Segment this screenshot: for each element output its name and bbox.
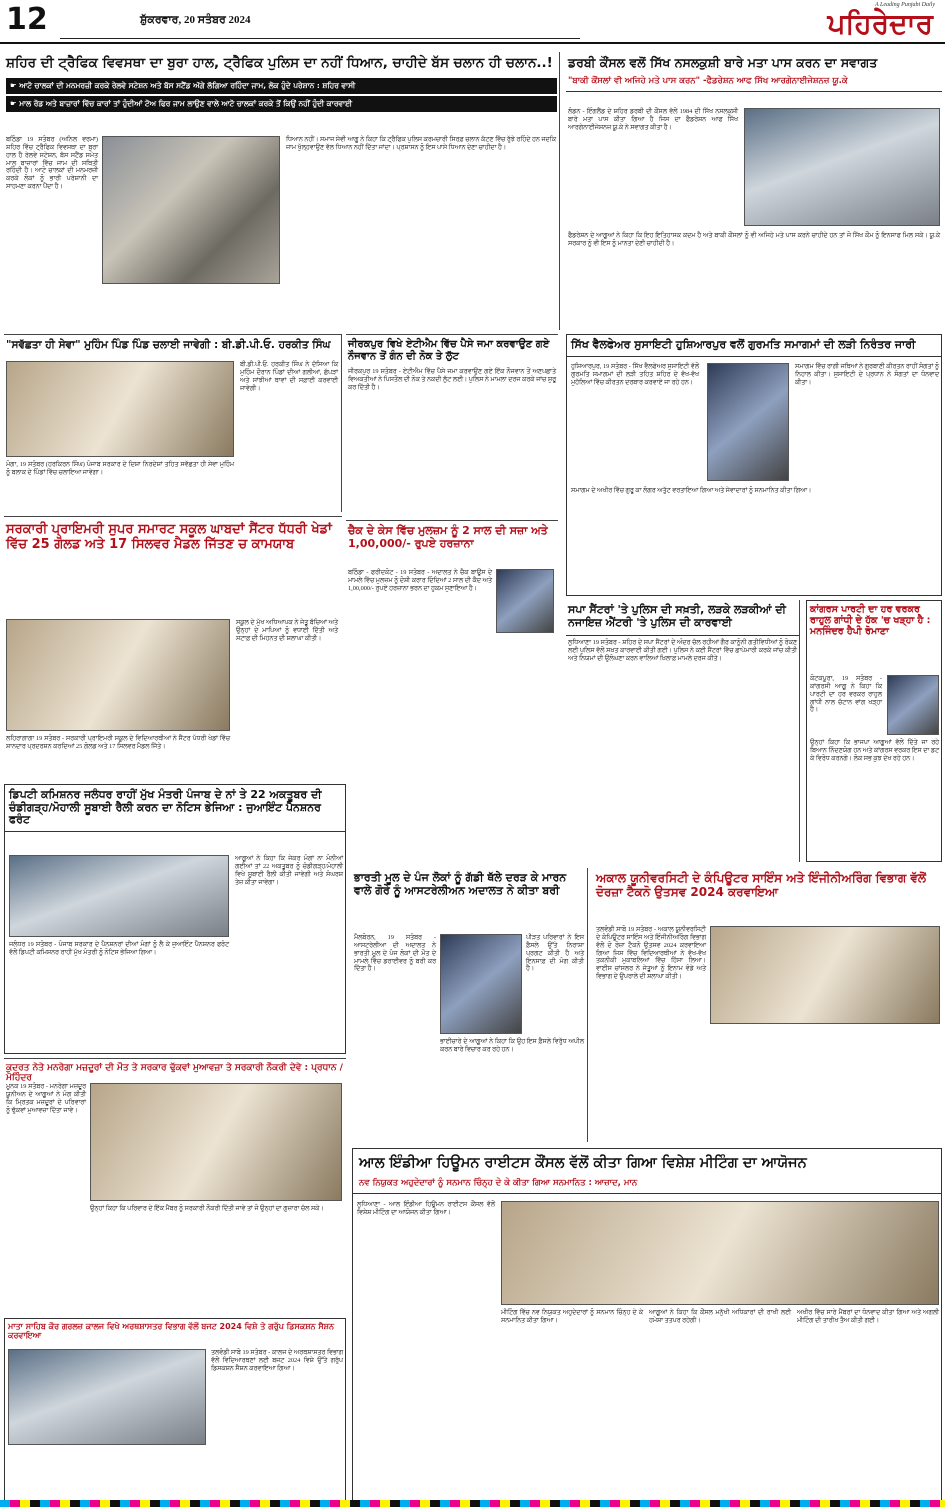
article-human-rights-subhead: ਨਵ ਨਿਯੁਕਤ ਅਹੁਦੇਦਾਰਾਂ ਨੂੰ ਸਨਮਾਨ ਚਿੰਨ੍ਹ ਦੇ ਕੇ ਕੀਤਾ ਗਿਆ ਸਨਮਾਨਿਤ : ਆਜ਼ਾਦ, ਮਾਨ: [353, 1176, 941, 1194]
article-school-body2: ਸਕੂਲ ਦੇ ਮੁੱਖ ਅਧਿਆਪਕ ਨੇ ਜੇਤੂ ਬੱਚਿਆਂ ਅਤੇ ਉਨ੍ਹਾਂ ਦੇ ਮਾਪਿਆਂ ਨੂੰ ਵਧਾਈ ਦਿੱਤੀ ਅਤੇ ਸਟਾਫ਼ ਦੀ ਮਿਹਨਤ ਦੀ ਸ਼ਲਾਘਾ ਕੀਤੀ।: [236, 619, 338, 642]
article-pensioner-body1: ਜਲੰਧਰ 19 ਸਤੰਬਰ - ਪੰਜਾਬ ਸਰਕਾਰ ਦੇ ਪੈਨਸ਼ਨਰਾਂ ਦੀਆਂ ਮੰਗਾਂ ਨੂੰ ਲੈ ਕੇ ਜੁਆਇੰਟ ਪੈਨਸ਼ਨਰ ਫਰੰਟ ਵੱਲੋਂ ਡਿਪਟੀ ਕਮਿਸ਼ਨਰ ਰਾਹੀਂ ਮੁੱਖ ਮੰਤਰੀ ਨੂੰ ਨੋਟਿਸ ਭੇਜਿਆ ਗਿਆ।: [9, 941, 229, 956]
pensioner-photo: [9, 855, 229, 937]
article-pensioner-headline: ਡਿਪਟੀ ਕਮਿਸ਼ਨਰ ਜਲੰਧਰ ਰਾਹੀਂ ਮੁੱਖ ਮੰਤਰੀ ਪੰਜਾਬ ਦੇ ਨਾਂ ਤੇ 22 ਅਕਤੂਬਰ ਦੀ ਚੰਡੀਗੜ੍ਹ/ਮੋਹਾਲੀ ਸੂਬਾਈ ਰੈਲੀ ਕਰਨ ਦਾ ਨੋਟਿਸ ਭੇਜਿਆ : ਜੁਆਇੰਟ ਪੈਨਸ਼ਨਰ ਫਰੰਟ: [5, 785, 345, 832]
article-school-headline: ਸਰਕਾਰੀ ਪ੍ਰਾਇਮਰੀ ਸੁਪਰ ਸਮਾਰਟ ਸਕੂਲ ਘਾਬਦਾਂ ਸੈਂਟਰ ਧੱਧਰੀ ਖੇਡਾਂ ਵਿੱਚ 25 ਗੋਲਡ ਅਤੇ 17 ਸਿਲਵਰ ਮੈਡਲ ਜਿੱਤਣ ਚ ਕਾਮਯਾਬ: [6, 522, 332, 552]
article-sikh-welfare-body1: ਹੁਸ਼ਿਆਰਪੁਰ, 19 ਸਤੰਬਰ - ਸਿੱਖ ਵੈਲਫੇਅਰ ਸੁਸਾਇਟੀ ਵੱਲੋਂ ਗੁਰਮਤਿ ਸਮਾਗਮਾਂ ਦੀ ਲੜੀ ਤਹਿਤ ਸ਼ਹਿਰ ਦੇ ਵੱਖ-ਵੱਖ ਮੁਹੱਲਿਆਂ ਵਿੱਚ ਕੀਰਤਨ ਦਰਬਾਰ ਕਰਵਾਏ ਜਾ ਰਹੇ ਹਨ।: [571, 363, 699, 386]
article-mnrega-body2: ਉਨ੍ਹਾਂ ਕਿਹਾ ਕਿ ਪਰਿਵਾਰ ਦੇ ਇੱਕ ਮੈਂਬਰ ਨੂੰ ਸਰਕਾਰੀ ਨੌਕਰੀ ਦਿੱਤੀ ਜਾਵੇ ਤਾਂ ਜੋ ਉਨ੍ਹਾਂ ਦਾ ਗੁਜ਼ਾਰਾ ਚੱਲ ਸਕੇ।: [90, 1205, 324, 1212]
article-congress: [806, 600, 942, 862]
article-akal-university: [594, 868, 942, 1142]
article-swachhata: [4, 334, 342, 512]
article-derby-body1: ਲੰਡਨ - ਇੰਗਲੈਂਡ ਦੇ ਸ਼ਹਿਰ ਡਰਬੀ ਦੀ ਕੌਂਸਲ ਵੱਲੋਂ 1984 ਦੀ ਸਿੱਖ ਨਸਲਕੁਸ਼ੀ ਬਾਰੇ ਮਤਾ ਪਾਸ ਕੀਤਾ ਗਿਆ ਹੈ ਜਿਸ ਦਾ ਫੈਡਰੇਸ਼ਨ ਆਫ ਸਿੱਖ ਆਰਗੇਨਾਈਜੇਸ਼ਨਜ਼ ਯੂ.ਕੇ ਨੇ ਸਵਾਗਤ ਕੀਤਾ ਹੈ।: [568, 108, 738, 131]
article-school-body1: ਲਹਿਰਾਗਾਗਾ 19 ਸਤੰਬਰ - ਸਰਕਾਰੀ ਪ੍ਰਾਇਮਰੀ ਸਕੂਲ ਦੇ ਵਿਦਿਆਰਥੀਆਂ ਨੇ ਸੈਂਟਰ ਪੱਧਰੀ ਖੇਡਾਂ ਵਿੱਚ ਸ਼ਾਨਦਾਰ ਪ੍ਰਦਰਸ਼ਨ ਕਰਦਿਆਂ 25 ਗੋਲਡ ਅਤੇ 17 ਸਿਲਵਰ ਮੈਡਲ ਜਿੱਤੇ।: [6, 735, 230, 750]
article-traffic-body2: ਧਿਆਨ ਨਹੀਂ। ਸਮਾਜ ਸੇਵੀ ਆਗੂ ਨੇ ਕਿਹਾ ਕਿ ਟ੍ਰੈਫਿਕ ਪੁਲਿਸ ਕਰਮਚਾਰੀ ਸਿਰਫ਼ ਚਲਾਨ ਕੱਟਣ ਵਿੱਚ ਰੁੱਝੇ ਰਹਿੰਦੇ ਹਨ ਜਦਕਿ ਜਾਮ ਖੁੱਲ੍ਹਵਾਉਣ ਵੱਲ ਧਿਆਨ ਨਹੀਂ ਦਿੱਤਾ ਜਾਂਦਾ। ਪ੍ਰਸ਼ਾਸਨ ਨੂੰ ਇਸ ਪਾਸੇ ਧਿਆਨ ਦੇਣਾ ਚਾਹੀਦਾ ਹੈ।: [286, 136, 556, 151]
article-sikh-welfare-headline: ਸਿੱਖ ਵੈਲਫੇਅਰ ਸੁਸਾਇਟੀ ਹੁਸ਼ਿਆਰਪੁਰ ਵਲੋਂ ਗੁਰਮਤਿ ਸਮਾਗਮਾਂ ਦੀ ਲੜੀ ਨਿਰੰਤਰ ਜਾਰੀ: [567, 335, 941, 357]
article-mnrega-headline: ਕੁਦਰਤ ਨੇਤੇ ਮਨਰੇਗਾ ਮਜ਼ਦੂਰਾਂ ਦੀ ਮੌਤ ਤੇ ਸਰਕਾਰ ਢੁੱਕਵਾਂ ਮੁਆਵਜ਼ਾ ਤੇ ਸਰਕਾਰੀ ਨੌਕਰੀ ਦੇਵੇ : ਪ੍ਰਧਾਨ / ਮੋਹਿੰਦਰ: [6, 1063, 343, 1084]
article-human-rights-headline: ਆਲ ਇੰਡੀਆ ਹਿਊਮਨ ਰਾਈਟਸ ਕੌਂਸਲ ਵੱਲੋਂ ਕੀਤਾ ਗਿਆ ਵਿਸ਼ੇਸ਼ ਮੀਟਿੰਗ ਦਾ ਆਯੋਜਨ: [359, 1155, 807, 1171]
article-derby-headline: ਡਰਬੀ ਕੌਂਸਲ ਵਲੋਂ ਸਿੱਖ ਨਸਲਕੁਸ਼ੀ ਬਾਰੇ ਮਤਾ ਪਾਸ ਕਰਨ ਦਾ ਸਵਾਗਤ: [568, 55, 878, 70]
article-mnrega-body1: ਮੂਨਕ 19 ਸਤੰਬਰ - ਮਨਰੇਗਾ ਮਜ਼ਦੂਰ ਯੂਨੀਅਨ ਦੇ ਆਗੂਆਂ ਨੇ ਮੰਗ ਕੀਤੀ ਕਿ ਮ੍ਰਿਤਕ ਮਜ਼ਦੂਰਾਂ ਦੇ ਪਰਿਵਾਰਾਂ ਨੂੰ ਢੁੱਕਵਾਂ ਮੁਆਵਜ਼ਾ ਦਿੱਤਾ ਜਾਵੇ।: [6, 1083, 86, 1114]
article-cheque-headline: ਚੈਕ ਦੇ ਕੇਸ ਵਿੱਚ ਮੁਲਜ਼ਮ ਨੂੰ 2 ਸਾਲ ਦੀ ਸਜ਼ਾ ਅਤੇ 1,00,000/- ਰੁਪਏ ਹਰਜ਼ਾਨਾ: [348, 524, 548, 550]
cheque-photo: [496, 569, 554, 633]
article-traffic-body1: ਬਠਿੰਡਾ 19 ਸਤੰਬਰ (ਅਨਿਲ ਵਰਮਾ) ਸ਼ਹਿਰ ਵਿੱਚ ਟ੍ਰੈਫਿਕ ਵਿਵਸਥਾ ਦਾ ਬੁਰਾ ਹਾਲ ਹੈ ਰੇਲਵੇ ਸਟੇਸ਼ਨ, ਬੱਸ ਸਟੈਂਡ ਸਮੇਤ ਮਾਲ ਬਾਜ਼ਾਰਾਂ ਵਿੱਚ ਜਾਮ ਦੀ ਸਥਿਤੀ ਰਹਿੰਦੀ ਹੈ। ਆਟੋ ਚਾਲਕਾਂ ਦੀ ਮਨਮਰਜ਼ੀ ਕਰਕੇ ਲੋਕਾਂ ਨੂੰ ਭਾਰੀ ਪਰੇਸ਼ਾਨੀ ਦਾ ਸਾਹਮਣਾ ਕਰਨਾ ਪੈਂਦਾ ਹੈ।: [6, 136, 98, 191]
akal-photo: [710, 926, 940, 1024]
article-traffic: [4, 52, 560, 330]
australia-photo: [440, 934, 522, 1034]
article-australia: [352, 868, 588, 1142]
derby-photo: [744, 108, 940, 226]
article-australia-body3: ਭਾਈਚਾਰੇ ਦੇ ਆਗੂਆਂ ਨੇ ਕਿਹਾ ਕਿ ਉਹ ਇਸ ਫ਼ੈਸਲੇ ਵਿਰੁੱਧ ਅਪੀਲ ਕਰਨ ਬਾਰੇ ਵਿਚਾਰ ਕਰ ਰਹੇ ਹਨ।: [440, 1038, 584, 1053]
article-congress-body2: ਉਨ੍ਹਾਂ ਕਿਹਾ ਕਿ ਭਾਜਪਾ ਆਗੂਆਂ ਵੱਲੋਂ ਦਿੱਤੇ ਜਾ ਰਹੇ ਬਿਆਨ ਨਿੰਦਣਯੋਗ ਹਨ ਅਤੇ ਕਾਂਗਰਸ ਵਰਕਰ ਇਸ ਦਾ ਡਟ ਕੇ ਵਿਰੋਧ ਕਰਨਗੇ। ਲੋਕ ਸਭ ਕੁਝ ਦੇਖ ਰਹੇ ਹਨ।: [810, 739, 939, 762]
article-sikh-welfare-body2: ਸਮਾਗਮ ਵਿੱਚ ਰਾਗੀ ਜਥਿਆਂ ਨੇ ਗੁਰਬਾਣੀ ਕੀਰਤਨ ਰਾਹੀਂ ਸੰਗਤਾਂ ਨੂੰ ਨਿਹਾਲ ਕੀਤਾ। ਸੁਸਾਇਟੀ ਦੇ ਪ੍ਰਧਾਨ ਨੇ ਸੰਗਤਾਂ ਦਾ ਧੰਨਵਾਦ ਕੀਤਾ।: [795, 363, 939, 386]
college-photo: [8, 1349, 206, 1445]
article-cheque-body: ਬਠਿੰਡਾ - ਫਰੀਦਕੋਟ - 19 ਸਤੰਬਰ - ਅਦਾਲਤ ਨੇ ਚੈਕ ਬਾਊਂਸ ਦੇ ਮਾਮਲੇ ਵਿੱਚ ਮੁਲਜ਼ਮ ਨੂੰ ਦੋਸ਼ੀ ਕਰਾਰ ਦਿੰਦਿਆਂ 2 ਸਾਲ ਦੀ ਕੈਦ ਅਤੇ 1,00,000/- ਰੁਪਏ ਹਰਜ਼ਾਨਾ ਭਰਨ ਦਾ ਹੁਕਮ ਸੁਣਾਇਆ ਹੈ।: [348, 569, 492, 592]
article-traffic-sub2: ☛ ਮਾਲ ਰੋਡ ਅਤੇ ਬਾਜ਼ਾਰਾਂ ਵਿੱਚ ਕਾਰਾਂ ਤਾਂ ਹੁੰਦੀਆਂ ਟੋਅ ਫਿਰ ਜਾਮ ਲਾਉਣ ਵਾਲੇ ਆਟੋ ਚਾਲਕਾਂ ਕਰਕੇ ਤੋਂ ਕਿਉਂ ਨਹੀਂ ਹੁੰਦੀ ਕਾਰਵਾਈ: [6, 96, 557, 112]
article-human-rights-body2: ਮੀਟਿੰਗ ਵਿੱਚ ਨਵ ਨਿਯੁਕਤ ਅਹੁਦੇਦਾਰਾਂ ਨੂੰ ਸਨਮਾਨ ਚਿੰਨ੍ਹ ਦੇ ਕੇ ਸਨਮਾਨਿਤ ਕੀਤਾ ਗਿਆ।: [501, 1309, 643, 1324]
article-pensioner: [4, 784, 346, 1054]
article-sikh-welfare-body3: ਸਮਾਗਮ ਦੇ ਅਖੀਰ ਵਿੱਚ ਗੁਰੂ ਕਾ ਲੰਗਰ ਅਤੁੱਟ ਵਰਤਾਇਆ ਗਿਆ ਅਤੇ ਸੇਵਾਦਾਰਾਂ ਨੂੰ ਸਨਮਾਨਿਤ ਕੀਤਾ ਗਿਆ।: [571, 487, 812, 494]
masthead-rule: [60, 38, 580, 39]
registration-strip: [0, 1500, 945, 1507]
article-human-rights-body4: ਅਖੀਰ ਵਿੱਚ ਸਾਰੇ ਮੈਂਬਰਾਂ ਦਾ ਧੰਨਵਾਦ ਕੀਤਾ ਗਿਆ ਅਤੇ ਅਗਲੀ ਮੀਟਿੰਗ ਦੀ ਤਾਰੀਖ ਤੈਅ ਕੀਤੀ ਗਈ।: [797, 1309, 939, 1324]
article-human-rights: [352, 1148, 942, 1504]
traffic-photo: [102, 136, 280, 284]
article-derby: [566, 52, 942, 328]
article-school: [4, 516, 342, 778]
swachhata-photo: [6, 361, 234, 457]
article-college-headline: ਮਾਤਾ ਸਾਹਿਬ ਕੌਰ ਗਰਲਜ਼ ਕਾਲਜ ਵਿਖੇ ਅਰਥਸ਼ਾਸਤਰ ਵਿਭਾਗ ਵੱਲੋਂ ਬਜਟ 2024 ਵਿਸ਼ੇ ਤੇ ਗਰੁੱਪ ਡਿਸਕਸ਼ਨ ਸੈਸ਼ਨ ਕਰਵਾਇਆ: [8, 1322, 334, 1341]
article-derby-subhead: "ਬਾਕੀ ਕੌਂਸਲਾਂ ਵੀ ਅਜਿਹੇ ਮਤੇ ਪਾਸ ਕਰਨ" -ਫੈਡਰੇਸ਼ਨ ਆਫ ਸਿੱਖ ਆਰਗੇਨਾਈਜੇਸ਼ਨਜ਼ ਯੂ.ਕੇ: [566, 74, 942, 92]
brand-logo: ਪਹਿਰੇਦਾਰ: [827, 7, 933, 40]
article-congress-headline: ਕਾਂਗਰਸ ਪਾਰਟੀ ਦਾ ਹਰ ਵਰਕਰ ਰਾਹੁਲ ਗਾਂਧੀ ਦੇ ਹੱਕ 'ਚ ਖੜ੍ਹਾ ਹੈ : ਮਨਜਿੰਦਰ ਹੈਪੀ ਰੋਮਾਣਾ: [810, 604, 931, 637]
article-swachhata-body2: ਬੀ.ਡੀ.ਪੀ.ਓ. ਹਰਕੀਤ ਸਿੰਘ ਨੇ ਦੱਸਿਆ ਕਿ ਮੁਹਿੰਮ ਦੌਰਾਨ ਪਿੰਡਾਂ ਦੀਆਂ ਗਲੀਆਂ, ਛੱਪੜਾਂ ਅਤੇ ਸਾਂਝੀਆਂ ਥਾਵਾਂ ਦੀ ਸਫ਼ਾਈ ਕਰਵਾਈ ਜਾਵੇਗੀ।: [240, 361, 338, 392]
article-spa-headline: ਸਪਾ ਸੈਂਟਰਾਂ 'ਤੇ ਪੁਲਿਸ ਦੀ ਸਖ਼ਤੀ, ਲੜਕੇ ਲੜਕੀਆਂ ਦੀ ਨਜਾਇਜ਼ ਐਂਟਰੀ 'ਤੇ ਪੁਲਿਸ ਦੀ ਕਾਰਵਾਈ: [566, 600, 799, 636]
article-australia-body2: ਪੀੜਤ ਪਰਿਵਾਰਾਂ ਨੇ ਇਸ ਫ਼ੈਸਲੇ ਉੱਤੇ ਨਿਰਾਸ਼ਾ ਪ੍ਰਗਟ ਕੀਤੀ ਹੈ ਅਤੇ ਇਨਸਾਫ਼ ਦੀ ਮੰਗ ਕੀਤੀ ਹੈ।: [526, 934, 584, 973]
article-spa: [566, 600, 800, 862]
tagline: A Leading Punjabi Daily: [874, 2, 935, 8]
article-derby-body2: ਫੈਡਰੇਸ਼ਨ ਦੇ ਆਗੂਆਂ ਨੇ ਕਿਹਾ ਕਿ ਇਹ ਇਤਿਹਾਸਕ ਕਦਮ ਹੈ ਅਤੇ ਬਾਕੀ ਕੌਂਸਲਾਂ ਨੂੰ ਵੀ ਅਜਿਹੇ ਮਤੇ ਪਾਸ ਕਰਨੇ ਚਾਹੀਦੇ ਹਨ ਤਾਂ ਜੋ ਸਿੱਖ ਕੌਮ ਨੂੰ ਇਨਸਾਫ ਮਿਲ ਸਕੇ। ਯੂ.ਕੇ ਸਰਕਾਰ ਨੂੰ ਵੀ ਇਸ ਨੂੰ ਮਾਨਤਾ ਦੇਣੀ ਚਾਹੀਦੀ ਹੈ।: [568, 232, 940, 247]
article-human-rights-body3: ਆਗੂਆਂ ਨੇ ਕਿਹਾ ਕਿ ਕੌਂਸਲ ਮਨੁੱਖੀ ਅਧਿਕਾਰਾਂ ਦੀ ਰਾਖੀ ਲਈ ਹਮੇਸ਼ਾ ਤਤਪਰ ਰਹੇਗੀ।: [649, 1309, 791, 1324]
article-college-body: ਤਲਵੰਡੀ ਸਾਬੋ 19 ਸਤੰਬਰ - ਕਾਲਜ ਦੇ ਅਰਥਸ਼ਾਸਤਰ ਵਿਭਾਗ ਵੱਲੋਂ ਵਿਦਿਆਰਥਣਾਂ ਲਈ ਬਜਟ 2024 ਵਿਸ਼ੇ ਉੱਤੇ ਗਰੁੱਪ ਡਿਸਕਸ਼ਨ ਸੈਸ਼ਨ ਕਰਵਾਇਆ ਗਿਆ।: [211, 1349, 343, 1372]
issue-date: ਸ਼ੁੱਕਰਵਾਰ, 20 ਸਤੰਬਰ 2024: [140, 14, 251, 26]
article-pensioner-body2: ਆਗੂਆਂ ਨੇ ਕਿਹਾ ਕਿ ਜੇਕਰ ਮੰਗਾਂ ਨਾ ਮੰਨੀਆਂ ਗਈਆਂ ਤਾਂ 22 ਅਕਤੂਬਰ ਨੂੰ ਚੰਡੀਗੜ੍ਹ/ਮੋਹਾਲੀ ਵਿਖੇ ਸੂਬਾਈ ਰੈਲੀ ਕੀਤੀ ਜਾਵੇਗੀ ਅਤੇ ਸੰਘਰਸ਼ ਤੇਜ਼ ਕੀਤਾ ਜਾਵੇਗਾ।: [235, 855, 343, 886]
article-zirakpur-body: ਜੀਰਕਪੁਰ 19 ਸਤੰਬਰ - ਏਟੀਐਮ ਵਿੱਚ ਪੈਸੇ ਜਮਾ ਕਰਵਾਉਣ ਗਏ ਇੱਕ ਨੌਜਵਾਨ ਤੋਂ ਅਣਪਛਾਤੇ ਵਿਅਕਤੀਆਂ ਨੇ ਪਿਸਤੌਲ ਦੀ ਨੋਕ ਤੇ ਨਕਦੀ ਲੁੱਟ ਲਈ। ਪੁਲਿਸ ਨੇ ਮਾਮਲਾ ਦਰਜ ਕਰਕੇ ਜਾਂਚ ਸ਼ੁਰੂ ਕਰ ਦਿੱਤੀ ਹੈ।: [348, 368, 556, 391]
article-akal-body: ਤਲਵੰਡੀ ਸਾਬੋ 19 ਸਤੰਬਰ - ਅਕਾਲ ਯੂਨੀਵਰਸਿਟੀ ਦੇ ਕੰਪਿਊਟਰ ਸਾਇੰਸ ਅਤੇ ਇੰਜੀਨੀਅਰਿੰਗ ਵਿਭਾਗ ਵੱਲੋਂ ਦੋ ਰੋਜ਼ਾ ਟੈਕਨੋ ਉਤਸਵ 2024 ਕਰਵਾਇਆ ਗਿਆ ਜਿਸ ਵਿੱਚ ਵਿਦਿਆਰਥੀਆਂ ਨੇ ਵੱਖ-ਵੱਖ ਤਕਨੀਕੀ ਮੁਕਾਬਲਿਆਂ ਵਿੱਚ ਹਿੱਸਾ ਲਿਆ। ਵਾਈਸ ਚਾਂਸਲਰ ਨੇ ਜੇਤੂਆਂ ਨੂੰ ਇਨਾਮ ਵੰਡੇ ਅਤੇ ਵਿਭਾਗ ਦੇ ਉਪਰਾਲੇ ਦੀ ਸ਼ਲਾਘਾ ਕੀਤੀ।: [596, 926, 706, 981]
congress-photo: [887, 675, 939, 735]
sikh-welfare-photo: [707, 363, 789, 481]
article-zirakpur-headline: ਜੀਰਕਪੁਰ ਵਿਖੇ ਏਟੀਐਮ ਵਿੱਚ ਪੈਸੇ ਜਮਾ ਕਰਵਾਉਣ ਗਏ ਨੌਜਵਾਨ ਤੋਂ ਗੰਨ ਦੀ ਨੋਕ ਤੇ ਲੁੱਟ: [348, 339, 550, 362]
page-number: 12: [6, 2, 48, 37]
school-photo: [6, 619, 230, 731]
article-australia-body1: ਮੈਲਬੋਰਨ, 19 ਸਤੰਬਰ - ਆਸਟਰੇਲੀਆ ਦੀ ਅਦਾਲਤ ਨੇ ਭਾਰਤੀ ਮੂਲ ਦੇ ਪੰਜ ਲੋਕਾਂ ਦੀ ਮੌਤ ਦੇ ਮਾਮਲੇ ਵਿੱਚ ਡਰਾਈਵਰ ਨੂੰ ਬਰੀ ਕਰ ਦਿੱਤਾ ਹੈ।: [354, 934, 436, 973]
article-swachhata-headline: "ਸਵੱਛਤਾ ਹੀ ਸੇਵਾ" ਮੁਹਿੰਮ ਪਿੰਡ ਪਿੰਡ ਚਲਾਈ ਜਾਵੇਗੀ : ਬੀ.ਡੀ.ਪੀ.ਓ. ਹਰਕੀਤ ਸਿੰਘ: [6, 339, 331, 351]
article-cheque: [346, 520, 558, 788]
article-mnrega: [4, 1058, 346, 1314]
article-human-rights-body1: ਲੁਧਿਆਣਾ - ਆਲ ਇੰਡੀਆ ਹਿਊਮਨ ਰਾਈਟਸ ਕੌਂਸਲ ਵੱਲੋਂ ਵਿਸ਼ੇਸ਼ ਮੀਟਿੰਗ ਦਾ ਆਯੋਜਨ ਕੀਤਾ ਗਿਆ।: [357, 1201, 495, 1216]
article-congress-body1: ਕੋਟਕਪੂਰਾ, 19 ਸਤੰਬਰ - ਕਾਂਗਰਸੀ ਆਗੂ ਨੇ ਕਿਹਾ ਕਿ ਪਾਰਟੀ ਦਾ ਹਰ ਵਰਕਰ ਰਾਹੁਲ ਗਾਂਧੀ ਨਾਲ ਚੱਟਾਨ ਵਾਂਗ ਖੜ੍ਹਾ ਹੈ।: [810, 675, 882, 714]
article-traffic-headline: ਸ਼ਹਿਰ ਦੀ ਟ੍ਰੈਫਿਕ ਵਿਵਸਥਾ ਦਾ ਬੁਰਾ ਹਾਲ, ਟ੍ਰੈਫਿਕ ਪੁਲਿਸ ਦਾ ਨਹੀਂ ਧਿਆਨ, ਚਾਹੀਦੇ ਬੱਸ ਚਲਾਨ ਹੀ ਚਲਾਨ..!: [6, 55, 553, 71]
article-swachhata-body1: ਮੋਗਾ, 19 ਸਤੰਬਰ (ਹਰਕਿਰਨ ਸਿੰਘ) ਪੰਜਾਬ ਸਰਕਾਰ ਦੇ ਦਿਸ਼ਾ ਨਿਰਦੇਸ਼ਾਂ ਤਹਿਤ ਸਵੱਛਤਾ ਹੀ ਸੇਵਾ ਮੁਹਿੰਮ ਨੂੰ ਬਲਾਕ ਦੇ ਪਿੰਡਾਂ ਵਿੱਚ ਚਲਾਇਆ ਜਾਵੇਗਾ।: [6, 461, 234, 476]
article-college: [4, 1318, 346, 1504]
article-zirakpur: [346, 334, 558, 512]
article-australia-headline: ਭਾਰਤੀ ਮੂਲ ਦੇ ਪੰਜ ਲੋਕਾਂ ਨੂੰ ਗੱਡੀ ਥੱਲੇ ਦਰੜ ਕੇ ਮਾਰਨ ਵਾਲੇ ਗੋਰੇ ਨੂੰ ਆਸਟਰੇਲੀਅਨ ਅਦਾਲਤ ਨੇ ਕੀਤਾ ਬਰੀ: [354, 871, 567, 897]
article-traffic-sub1: ☛ ਆਟੋ ਚਾਲਕਾਂ ਦੀ ਮਨਮਰਜ਼ੀ ਕਰਕੇ ਰੇਲਵੇ ਸਟੇਸ਼ਨ ਅਤੇ ਬੱਸ ਸਟੈਂਡ ਅੱਗੇ ਲੱਗਿਆ ਰਹਿੰਦਾ ਜਾਮ, ਲੋਕ ਹੁੰਦੇ ਪਰੇਸ਼ਾਨ : ਸ਼ਹਿਰ ਵਾਸੀ: [6, 78, 557, 94]
article-akal-headline: ਅਕਾਲ ਯੂਨੀਵਰਸਿਟੀ ਦੇ ਕੰਪਿਊਟਰ ਸਾਇੰਸ ਅਤੇ ਇੰਜੀਨੀਅਰਿੰਗ ਵਿਭਾਗ ਵੱਲੋਂ ਦੋਰਜ਼ਾ ਟੈਕਨੋ ਉਤਸਵ 2024 ਕਰਵਾਇਆ: [596, 871, 926, 899]
human-rights-photo: [501, 1201, 939, 1305]
article-spa-body: ਲੁਧਿਆਣਾ 19 ਸਤੰਬਰ - ਸ਼ਹਿਰ ਦੇ ਸਪਾ ਸੈਂਟਰਾਂ ਦੇ ਅੰਦਰ ਚੱਲ ਰਹੀਆਂ ਗੈਰ ਕਾਨੂੰਨੀ ਗਤੀਵਿਧੀਆਂ ਨੂੰ ਰੋਕਣ ਲਈ ਪੁਲਿਸ ਵੱਲੋਂ ਸਖ਼ਤ ਕਾਰਵਾਈ ਕੀਤੀ ਗਈ। ਪੁਲਿਸ ਨੇ ਕਈ ਸੈਂਟਰਾਂ ਵਿੱਚ ਛਾਪੇਮਾਰੀ ਕਰਕੇ ਜਾਂਚ ਕੀਤੀ ਅਤੇ ਨਿਯਮਾਂ ਦੀ ਉਲੰਘਣਾ ਕਰਨ ਵਾਲਿਆਂ ਖ਼ਿਲਾਫ਼ ਮਾਮਲੇ ਦਰਜ ਕੀਤੇ।: [568, 639, 797, 662]
masthead: [0, 0, 945, 44]
mnrega-photo: [90, 1083, 342, 1201]
article-sikh-welfare: [566, 334, 942, 596]
